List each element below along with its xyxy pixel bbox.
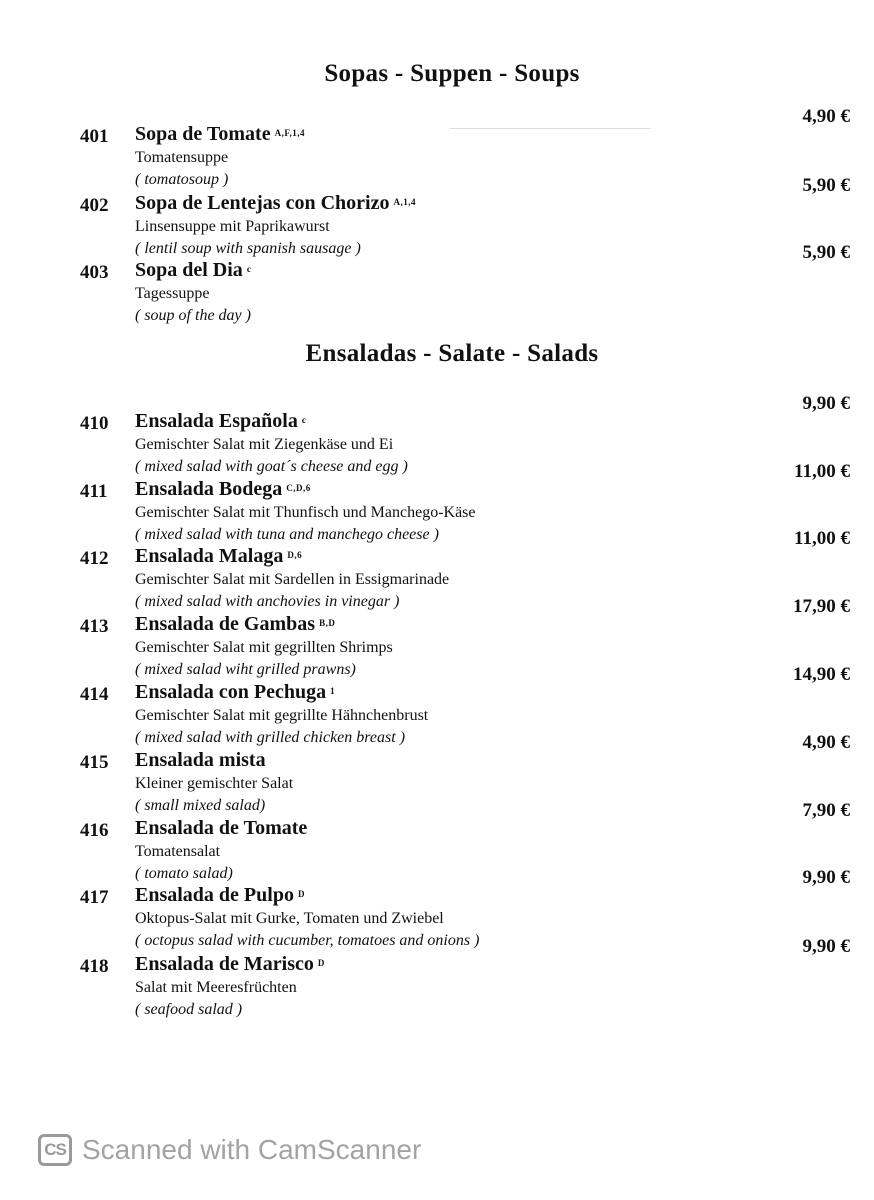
item-name-text: Sopa de Tomate <box>135 123 271 145</box>
allergen-codes: A,1,4 <box>393 197 416 207</box>
item-description-english: ( tomatosoup ) <box>135 171 229 188</box>
item-name <box>135 410 306 433</box>
item-name-text: Ensalada de Marisco <box>135 953 314 975</box>
item-description-english: ( lentil soup with spanish sausage ) <box>135 240 361 257</box>
item-name <box>135 884 305 907</box>
item-name-text: Ensalada Malaga <box>135 545 284 567</box>
item-price: 5,90 € <box>802 242 850 263</box>
item-number: 411 <box>80 481 108 502</box>
item-description-english: ( mixed salad with goat´s cheese and egg ) <box>135 458 408 475</box>
item-name-text: Ensalada Bodega <box>135 478 283 500</box>
item-description-german: Tomatensuppe <box>135 149 229 166</box>
item-name <box>135 259 251 282</box>
item-description-english: ( tomato salad) <box>135 865 233 882</box>
item-name-text: Ensalada de Gambas <box>135 613 316 635</box>
item-number: 412 <box>80 548 109 569</box>
item-number: 401 <box>80 126 109 147</box>
section-title-salads: Ensaladas - Salate - Salads <box>305 340 599 367</box>
allergen-codes: c <box>301 415 307 425</box>
item-description-german: Salat mit Meeresfrüchten <box>135 979 297 996</box>
item-name <box>135 681 335 704</box>
item-description-english: ( mixed salad with tuna and manchego cheese ) <box>135 526 439 543</box>
item-price: 4,90 € <box>802 732 850 753</box>
item-number: 414 <box>80 684 109 705</box>
item-description-german: Gemischter Salat mit Ziegenkäse und Ei <box>135 436 394 453</box>
allergen-codes: A,F,1,4 <box>274 128 306 138</box>
item-description-english: ( mixed salad with anchovies in vinegar ) <box>135 593 400 610</box>
item-description-german: Kleiner gemischter Salat <box>135 775 294 792</box>
item-description-german: Gemischter Salat mit gegrillten Shrimps <box>135 639 393 656</box>
item-name <box>135 192 416 215</box>
item-description-english: ( seafood salad ) <box>135 1001 243 1018</box>
item-price: 9,90 € <box>802 936 850 957</box>
item-number: 417 <box>80 887 109 908</box>
item-price: 7,90 € <box>802 800 850 821</box>
item-price: 11,00 € <box>794 528 850 549</box>
item-name <box>135 613 335 636</box>
allergen-codes: c <box>246 264 252 274</box>
allergen-codes: D <box>317 958 325 968</box>
item-name-text: Sopa del Dia <box>135 259 243 281</box>
allergen-codes: B,D <box>319 618 336 628</box>
item-description-german: Tagessuppe <box>135 285 210 302</box>
item-name <box>135 817 311 840</box>
item-name <box>135 478 311 501</box>
item-number: 410 <box>80 413 109 434</box>
item-description-german: Gemischter Salat mit Sardellen in Essigmarinade <box>135 571 450 588</box>
item-price: 9,90 € <box>802 867 850 888</box>
item-price: 11,00 € <box>794 461 850 482</box>
camscanner-watermark <box>38 1132 421 1168</box>
item-description-german: Tomatensalat <box>135 843 221 860</box>
item-name <box>135 953 325 976</box>
item-number: 418 <box>80 956 109 977</box>
item-name-text: Ensalada mista <box>135 749 266 771</box>
item-number: 416 <box>80 820 109 841</box>
item-number: 415 <box>80 752 109 773</box>
item-description-english: ( mixed salad with grilled chicken breast ) <box>135 729 406 746</box>
item-price: 14,90 € <box>793 664 850 685</box>
item-price: 4,90 € <box>802 106 850 127</box>
item-name <box>135 749 270 772</box>
allergen-codes: D,6 <box>287 550 303 560</box>
item-number: 402 <box>80 195 109 216</box>
allergen-codes: D <box>297 889 305 899</box>
watermark-text: Scanned with CamScanner <box>82 1134 422 1165</box>
item-price: 5,90 € <box>802 175 850 196</box>
item-number: 403 <box>80 262 109 283</box>
allergen-codes: C,D,6 <box>286 483 311 493</box>
item-description-german: Oktopus-Salat mit Gurke, Tomaten und Zwiebel <box>135 910 444 927</box>
item-description-english: ( mixed salad wiht grilled prawns) <box>135 661 356 678</box>
item-description-german: Gemischter Salat mit Thunfisch und Manchego-Käse <box>135 504 476 521</box>
item-price: 17,90 € <box>793 596 850 617</box>
item-description-german: Linsensuppe mit Paprikawurst <box>135 218 330 235</box>
allergen-codes: 1 <box>330 686 336 696</box>
item-name-text: Ensalada de Tomate <box>135 817 308 839</box>
item-description-english: ( small mixed salad) <box>135 797 266 814</box>
item-name-text: Ensalada de Pulpo <box>135 884 294 906</box>
item-description-english: ( octopus salad with cucumber, tomatoes and onions ) <box>135 932 480 949</box>
item-description-english: ( soup of the day ) <box>135 307 251 324</box>
item-name-text: Ensalada con Pechuga <box>135 681 327 703</box>
item-name <box>135 545 302 568</box>
item-price: 9,90 € <box>802 393 850 414</box>
item-name-text: Ensalada Española <box>135 410 298 432</box>
item-description-german: Gemischter Salat mit gegrillte Hähnchenbrust <box>135 707 429 724</box>
item-number: 413 <box>80 616 109 637</box>
camscanner-logo-icon: CS <box>38 1134 72 1166</box>
section-title-soups: Sopas - Suppen - Soups <box>324 60 580 87</box>
item-name-text: Sopa de Lentejas con Chorizo <box>135 192 390 214</box>
item-name <box>135 123 305 146</box>
